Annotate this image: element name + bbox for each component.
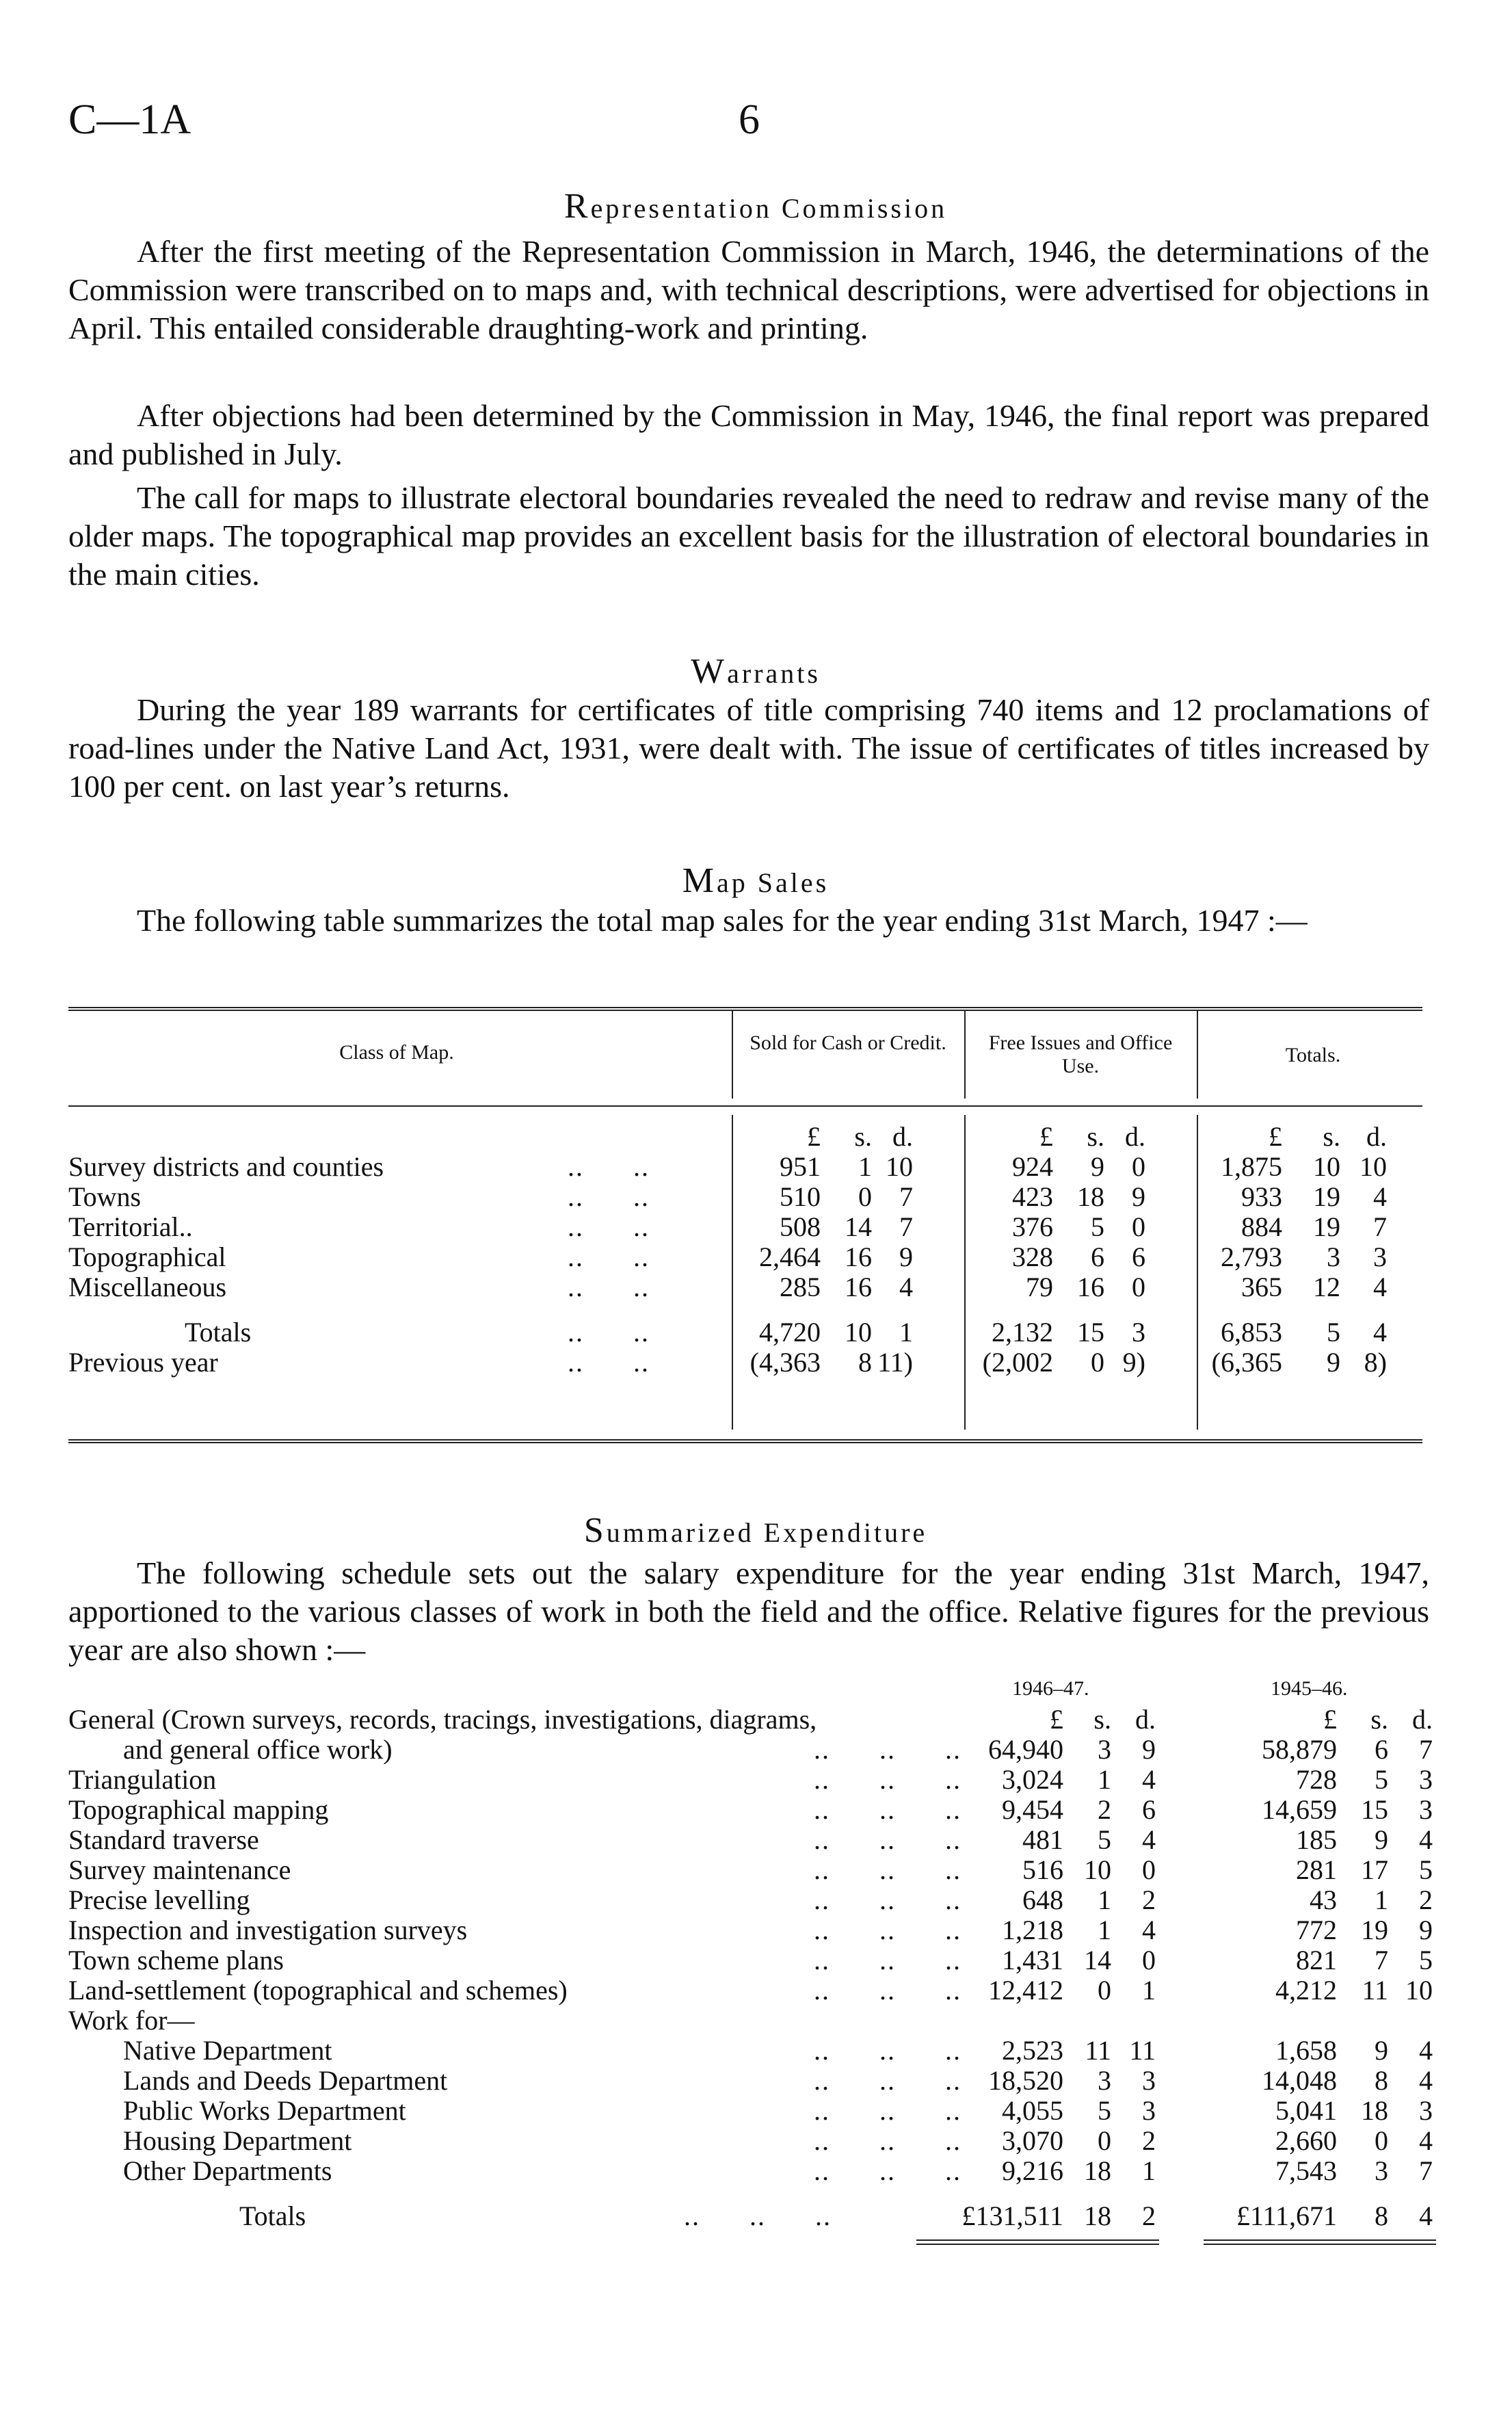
section-title-representation: Representation Commission	[563, 187, 948, 226]
expenditure-units-a-pounds: £	[1050, 1704, 1063, 1735]
expenditure-row-a-pounds: 3,070	[1002, 2125, 1063, 2156]
expenditure-row-b-pence: 7	[1419, 2155, 1433, 2186]
representation-paragraph-1: After the first meeting of the Representation Commission in March, 1946, the determinations of the Commission were transcribed on to maps and, with technical descriptions, were advertised for objections in April. This entailed considerable draughting-work and printing.	[68, 234, 1429, 345]
expenditure-row-b-pence: 10	[1405, 1975, 1433, 2006]
report-reference: C—1A	[68, 96, 191, 143]
expenditure-row-b-pounds: 185	[1296, 1824, 1337, 1855]
expenditure-row-a-shillings: 14	[1084, 1945, 1111, 1975]
expenditure-row-a-shillings: 1	[1098, 1915, 1111, 1945]
expenditure-row-b-pounds: 281	[1296, 1854, 1337, 1885]
warrants-paragraph: During the year 189 warrants for certificates of title comprising 740 items and 12 proclamations of road-lines under the Native Land Act, 1931, were dealt with. The issue of certificates of titles increased by 100 per cent. on last year’s returns.	[68, 692, 1429, 804]
map-sales-previous-sold-pence: 11)	[877, 1347, 913, 1378]
expenditure-row-b-pence: 5	[1419, 1854, 1433, 1885]
leader-dots: .. .. ..	[814, 1794, 961, 1825]
units-total-pence: d.	[1366, 1121, 1387, 1152]
units-sold-pounds: £	[807, 1121, 821, 1152]
expenditure-row-a-pounds: 648	[1022, 1884, 1063, 1915]
representation-paragraph-2: After objections had been determined by the Commission in May, 1946, the final report was prepared and published in July.	[68, 398, 1429, 471]
expenditure-row-b-pounds: 14,659	[1262, 1794, 1337, 1825]
expenditure-row-a-pence: 3	[1142, 2065, 1156, 2096]
map-sales-row-sold-shillings: 16	[845, 1241, 872, 1272]
expenditure-row-b-pounds: 1,658	[1275, 2035, 1337, 2066]
year-header-1946-47: 1946–47.	[1012, 1677, 1089, 1700]
map-sales-totals-total-shillings: 5	[1327, 1317, 1340, 1348]
expenditure-row-a-shillings: 10	[1084, 1854, 1111, 1885]
leader-dots: .. .. ..	[814, 2035, 961, 2066]
map-sales-totals-sold-shillings: 10	[845, 1317, 872, 1348]
expenditure-row-b-pence: 7	[1419, 1734, 1433, 1765]
map-sales-row-sold-pence: 9	[899, 1241, 913, 1272]
map-sales-previous-sold-shillings: 8	[858, 1347, 872, 1378]
map-sales-row-total-pounds: 1,875	[1221, 1151, 1282, 1182]
map-sales-previous-total-pence: 8)	[1364, 1347, 1387, 1378]
map-sales-row-free-pounds: 376	[1012, 1211, 1053, 1242]
map-sales-row-free-shillings: 9	[1091, 1151, 1104, 1182]
expenditure-row-b-pence: 3	[1419, 2095, 1433, 2126]
expenditure-row-a-shillings: 3	[1098, 1734, 1111, 1765]
expenditure-row-a-shillings: 0	[1098, 2125, 1111, 2156]
expenditure-row-b-pence: 4	[1419, 2035, 1433, 2066]
expenditure-row-b-shillings: 15	[1361, 1794, 1388, 1825]
leader-dots: .. .. ..	[814, 1764, 961, 1795]
leader-dots: .. .. ..	[814, 2125, 961, 2156]
expenditure-row-b-shillings: 9	[1375, 1824, 1388, 1855]
expenditure-row-label: and general office work)	[123, 1734, 393, 1765]
expenditure-row-b-pence: 3	[1419, 1794, 1433, 1825]
map-sales-row-total-pence: 3	[1373, 1241, 1387, 1272]
expenditure-totals-b-pounds: £111,671	[1236, 2200, 1337, 2231]
map-sales-row-free-pounds: 328	[1012, 1241, 1053, 1272]
representation-paragraph-3: The call for maps to illustrate electoral boundaries revealed the need to redraw and revise many of the older maps. The topographical map provides an excellent basis for the illustration of electoral boundaries in the main cities.	[68, 480, 1429, 592]
expenditure-row-b-pence: 4	[1419, 2065, 1433, 2096]
expenditure-row-b-pounds: 772	[1296, 1915, 1337, 1945]
expenditure-row-label: General (Crown surveys, records, tracings, investigations, diagrams,	[68, 1704, 817, 1735]
expenditure-row-a-pence: 4	[1142, 1824, 1156, 1855]
expenditure-row-label: Standard traverse	[68, 1824, 259, 1855]
expenditure-row-a-shillings: 1	[1098, 1764, 1111, 1795]
expenditure-row-label: Housing Department	[123, 2125, 352, 2156]
expenditure-row-b-pounds: 2,660	[1275, 2125, 1337, 2156]
expenditure-row-b-pounds: 7,543	[1275, 2155, 1337, 2186]
map-sales-row-free-pence: 0	[1132, 1211, 1145, 1242]
expenditure-row-b-pence: 2	[1419, 1884, 1433, 1915]
expenditure-row-label: Town scheme plans	[68, 1945, 284, 1975]
map-sales-row-total-pounds: 2,793	[1221, 1241, 1282, 1272]
map-sales-row-total-shillings: 10	[1313, 1151, 1340, 1182]
expenditure-row-label: Triangulation	[68, 1764, 217, 1795]
leader-dots: .. .. ..	[814, 1734, 961, 1765]
expenditure-row-a-pence: 6	[1142, 1794, 1156, 1825]
expenditure-row-b-shillings: 0	[1375, 2125, 1388, 2156]
leader-dots: .. .. ..	[814, 1824, 961, 1855]
expenditure-row-b-pounds: 58,879	[1262, 1734, 1337, 1765]
leader-dots: .. .. ..	[814, 1884, 961, 1915]
map-sales-row-total-pence: 4	[1373, 1272, 1387, 1302]
map-sales-row-label: Towns	[68, 1181, 142, 1212]
units-free-pence: d.	[1125, 1121, 1145, 1152]
map-sales-row-total-pounds: 884	[1241, 1211, 1282, 1242]
map-sales-row-sold-pence: 7	[899, 1181, 913, 1212]
expenditure-row-a-pounds: 2,523	[1002, 2035, 1063, 2066]
col-header-free: Free Issues and Office Use.	[988, 1031, 1173, 1077]
map-sales-row-free-pounds: 79	[1026, 1272, 1053, 1302]
map-sales-row-total-pounds: 933	[1241, 1181, 1282, 1212]
totals-double-rule	[1204, 2244, 1436, 2245]
leader-dots: .. .. ..	[684, 2200, 832, 2231]
leader-dots: .. .. ..	[814, 1854, 961, 1885]
expenditure-row-label: Land-settlement (topographical and schemes)	[68, 1975, 568, 2006]
leader-dots: .. .. ..	[814, 1915, 961, 1945]
map-sales-previous-free-pounds: (2,002	[982, 1347, 1053, 1378]
expenditure-row-b-pence: 5	[1419, 1945, 1433, 1975]
map-sales-row-total-pence: 7	[1373, 1211, 1387, 1242]
leader-dots: .. ..	[568, 1347, 650, 1378]
map-sales-row-sold-shillings: 1	[858, 1151, 872, 1182]
expenditure-row-b-pence: 4	[1419, 2125, 1433, 2156]
units-total-shillings: s.	[1323, 1121, 1340, 1152]
expenditure-row-b-shillings: 5	[1375, 1764, 1388, 1795]
leader-dots: .. .. ..	[814, 2065, 961, 2096]
expenditure-row-a-pounds: 516	[1022, 1854, 1063, 1885]
leader-dots: .. .. ..	[814, 1975, 961, 2006]
map-sales-intro: The following table summarizes the total map sales for the year ending 31st March, 1947 :—	[137, 903, 1308, 938]
expenditure-row-label: Precise levelling	[68, 1884, 250, 1915]
expenditure-row-b-pounds: 728	[1296, 1764, 1337, 1795]
units-free-shillings: s.	[1087, 1121, 1104, 1152]
map-sales-previous-total-shillings: 9	[1327, 1347, 1340, 1378]
expenditure-row-a-pence: 3	[1142, 2095, 1156, 2126]
map-sales-row-sold-shillings: 16	[845, 1272, 872, 1302]
expenditure-row-b-shillings: 9	[1375, 2035, 1388, 2066]
map-sales-row-sold-shillings: 14	[845, 1211, 872, 1242]
leader-dots: .. ..	[568, 1181, 650, 1212]
expenditure-row-a-pence: 4	[1142, 1764, 1156, 1795]
expenditure-row-a-pounds: 3,024	[1002, 1764, 1063, 1795]
expenditure-row-a-shillings: 5	[1098, 1824, 1111, 1855]
expenditure-totals-label: Totals	[239, 2200, 306, 2231]
expenditure-row-a-pounds: 4,055	[1002, 2095, 1063, 2126]
leader-dots: .. ..	[568, 1317, 650, 1348]
expenditure-row-a-pounds: 1,218	[1002, 1915, 1063, 1945]
expenditure-row-label: Inspection and investigation surveys	[68, 1915, 468, 1945]
expenditure-row-a-pence: 0	[1142, 1945, 1156, 1975]
expenditure-row-a-pounds: 481	[1022, 1824, 1063, 1855]
expenditure-row-b-pounds: 14,048	[1262, 2065, 1337, 2096]
expenditure-row-b-pounds: 4,212	[1275, 1975, 1337, 2006]
totals-double-rule	[1204, 2239, 1436, 2241]
expenditure-row-a-pence: 0	[1142, 1854, 1156, 1885]
map-sales-row-label: Topographical	[68, 1241, 226, 1272]
expenditure-row-a-pounds: 12,412	[988, 1975, 1063, 2006]
page-number: 6	[739, 96, 760, 143]
expenditure-row-a-shillings: 18	[1084, 2155, 1111, 2186]
expenditure-row-b-pounds: 43	[1310, 1884, 1337, 1915]
expenditure-row-a-shillings: 5	[1098, 2095, 1111, 2126]
expenditure-row-a-shillings: 11	[1085, 2035, 1111, 2066]
expenditure-totals-b-pence: 4	[1419, 2200, 1433, 2231]
expenditure-row-label: Survey maintenance	[68, 1854, 291, 1885]
expenditure-row-a-pence: 2	[1142, 2125, 1156, 2156]
map-sales-row-free-pence: 9	[1132, 1181, 1145, 1212]
units-free-pounds: £	[1039, 1121, 1053, 1152]
map-sales-row-sold-pounds: 510	[780, 1181, 821, 1212]
map-sales-totals-sold-pence: 1	[899, 1317, 913, 1348]
expenditure-row-b-pence: 9	[1419, 1915, 1433, 1945]
map-sales-totals-label: Totals	[185, 1317, 252, 1348]
map-sales-totals-free-pounds: 2,132	[992, 1317, 1053, 1348]
map-sales-row-total-pence: 10	[1360, 1151, 1387, 1182]
map-sales-row-free-pounds: 423	[1012, 1181, 1053, 1212]
map-sales-row-sold-pounds: 951	[780, 1151, 821, 1182]
expenditure-row-b-shillings: 11	[1362, 1975, 1388, 2006]
map-sales-row-free-shillings: 6	[1091, 1241, 1104, 1272]
expenditure-row-label: Topographical mapping	[68, 1794, 329, 1825]
map-sales-totals-sold-pounds: 4,720	[759, 1317, 821, 1348]
expenditure-row-b-shillings: 3	[1375, 2155, 1388, 2186]
map-sales-row-sold-pounds: 285	[780, 1272, 821, 1302]
expenditure-row-label: Work for—	[68, 2005, 195, 2036]
map-sales-row-sold-pence: 4	[899, 1272, 913, 1302]
leader-dots: .. ..	[568, 1151, 650, 1182]
map-sales-row-sold-pounds: 508	[780, 1211, 821, 1242]
expenditure-row-label: Lands and Deeds Department	[123, 2065, 448, 2096]
expenditure-intro: The following schedule sets out the salary expenditure for the year ending 31st March, 1947, apportioned to the various classes of work in both the field and the office. Relative figures for the previous year are also shown :—	[68, 1555, 1429, 1667]
map-sales-row-total-pounds: 365	[1241, 1272, 1282, 1302]
map-sales-row-sold-pounds: 2,464	[759, 1241, 821, 1272]
expenditure-row-b-shillings: 8	[1375, 2065, 1388, 2096]
units-sold-shillings: s.	[854, 1121, 872, 1152]
expenditure-row-a-pence: 9	[1142, 1734, 1156, 1765]
expenditure-row-b-shillings: 18	[1361, 2095, 1388, 2126]
expenditure-row-b-pounds: 5,041	[1275, 2095, 1337, 2126]
map-sales-row-total-pence: 4	[1373, 1181, 1387, 1212]
expenditure-row-a-pence: 2	[1142, 1884, 1156, 1915]
year-header-1945-46: 1945–46.	[1271, 1677, 1348, 1700]
expenditure-units-b-pence: d.	[1412, 1704, 1433, 1735]
expenditure-row-label: Other Departments	[123, 2155, 332, 2186]
expenditure-row-a-pounds: 9,454	[1002, 1794, 1063, 1825]
expenditure-row-b-shillings: 19	[1361, 1915, 1388, 1945]
map-sales-previous-label: Previous year	[68, 1347, 218, 1378]
expenditure-row-a-shillings: 0	[1098, 1975, 1111, 2006]
section-title-expenditure: Summarized Expenditure	[583, 1511, 928, 1550]
expenditure-units-b-shillings: s.	[1370, 1704, 1388, 1735]
expenditure-row-b-shillings: 7	[1375, 1945, 1388, 1975]
expenditure-totals-a-shillings: 18	[1084, 2200, 1111, 2231]
expenditure-units-b-pounds: £	[1323, 1704, 1337, 1735]
map-sales-previous-total-pounds: (6,365	[1211, 1347, 1282, 1378]
col-header-sold: Sold for Cash or Credit.	[750, 1031, 946, 1054]
expenditure-row-b-pence: 4	[1419, 1824, 1433, 1855]
map-sales-row-free-pence: 0	[1132, 1272, 1145, 1302]
section-title-map-sales: Map Sales	[682, 861, 830, 900]
expenditure-row-b-shillings: 17	[1361, 1854, 1388, 1885]
expenditure-row-a-pounds: 9,216	[1002, 2155, 1063, 2186]
map-sales-row-free-shillings: 5	[1091, 1211, 1104, 1242]
expenditure-row-b-pence: 3	[1419, 1764, 1433, 1795]
expenditure-row-label: Native Department	[123, 2035, 332, 2066]
expenditure-totals-a-pounds: £131,511	[961, 2200, 1063, 2231]
map-sales-row-total-shillings: 12	[1313, 1272, 1340, 1302]
map-sales-row-total-shillings: 3	[1327, 1241, 1340, 1272]
map-sales-row-label: Territorial..	[68, 1211, 193, 1242]
expenditure-row-a-shillings: 2	[1098, 1794, 1111, 1825]
leader-dots: .. ..	[568, 1211, 650, 1242]
map-sales-totals-total-pence: 4	[1373, 1317, 1387, 1348]
map-sales-previous-sold-pounds: (4,363	[750, 1347, 821, 1378]
expenditure-row-a-pence: 4	[1142, 1915, 1156, 1945]
map-sales-totals-total-pounds: 6,853	[1221, 1317, 1282, 1348]
map-sales-row-sold-pence: 7	[899, 1211, 913, 1242]
map-sales-row-free-shillings: 18	[1077, 1181, 1104, 1212]
map-sales-row-free-pence: 0	[1132, 1151, 1145, 1182]
expenditure-row-a-pence: 1	[1142, 2155, 1156, 2186]
map-sales-row-sold-shillings: 0	[858, 1181, 872, 1212]
leader-dots: .. .. ..	[814, 1945, 961, 1975]
map-sales-row-total-shillings: 19	[1313, 1211, 1340, 1242]
section-title-warrants: Warrants	[691, 652, 821, 691]
map-sales-row-label: Miscellaneous	[68, 1272, 227, 1302]
expenditure-row-a-pence: 1	[1142, 1975, 1156, 2006]
map-sales-row-label: Survey districts and counties	[68, 1151, 384, 1182]
leader-dots: .. .. ..	[814, 2095, 961, 2126]
map-sales-row-free-pence: 6	[1132, 1241, 1145, 1272]
map-sales-totals-free-shillings: 15	[1077, 1317, 1104, 1348]
expenditure-totals-a-pence: 2	[1142, 2200, 1156, 2231]
expenditure-row-a-shillings: 1	[1098, 1884, 1111, 1915]
units-total-pounds: £	[1269, 1121, 1282, 1152]
expenditure-row-b-pounds: 821	[1296, 1945, 1337, 1975]
expenditure-row-label: Public Works Department	[123, 2095, 406, 2126]
map-sales-row-free-shillings: 16	[1077, 1272, 1104, 1302]
totals-double-rule	[916, 2239, 1159, 2241]
map-sales-row-total-shillings: 19	[1313, 1181, 1340, 1212]
leader-dots: .. ..	[568, 1272, 650, 1302]
map-sales-row-sold-pence: 10	[886, 1151, 913, 1182]
expenditure-units-a-shillings: s.	[1093, 1704, 1111, 1735]
map-sales-totals-free-pence: 3	[1132, 1317, 1145, 1348]
expenditure-units-a-pence: d.	[1135, 1704, 1156, 1735]
col-header-totals: Totals.	[1285, 1044, 1341, 1066]
col-header-class: Class of Map.	[339, 1041, 454, 1064]
units-sold-pence: d.	[892, 1121, 913, 1152]
expenditure-row-a-pence: 11	[1129, 2035, 1156, 2066]
expenditure-row-a-pounds: 1,431	[1002, 1945, 1063, 1975]
leader-dots: .. .. ..	[814, 2155, 961, 2186]
expenditure-totals-b-shillings: 8	[1375, 2200, 1388, 2231]
expenditure-row-b-shillings: 1	[1375, 1884, 1388, 1915]
map-sales-previous-free-pence: 9)	[1122, 1347, 1145, 1378]
map-sales-row-free-pounds: 924	[1012, 1151, 1053, 1182]
expenditure-row-b-shillings: 6	[1375, 1734, 1388, 1765]
totals-double-rule	[916, 2244, 1159, 2245]
expenditure-row-a-pounds: 18,520	[988, 2065, 1063, 2096]
map-sales-previous-free-shillings: 0	[1091, 1347, 1104, 1378]
leader-dots: .. ..	[568, 1241, 650, 1272]
expenditure-row-a-shillings: 3	[1098, 2065, 1111, 2096]
expenditure-row-a-pounds: 64,940	[988, 1734, 1063, 1765]
